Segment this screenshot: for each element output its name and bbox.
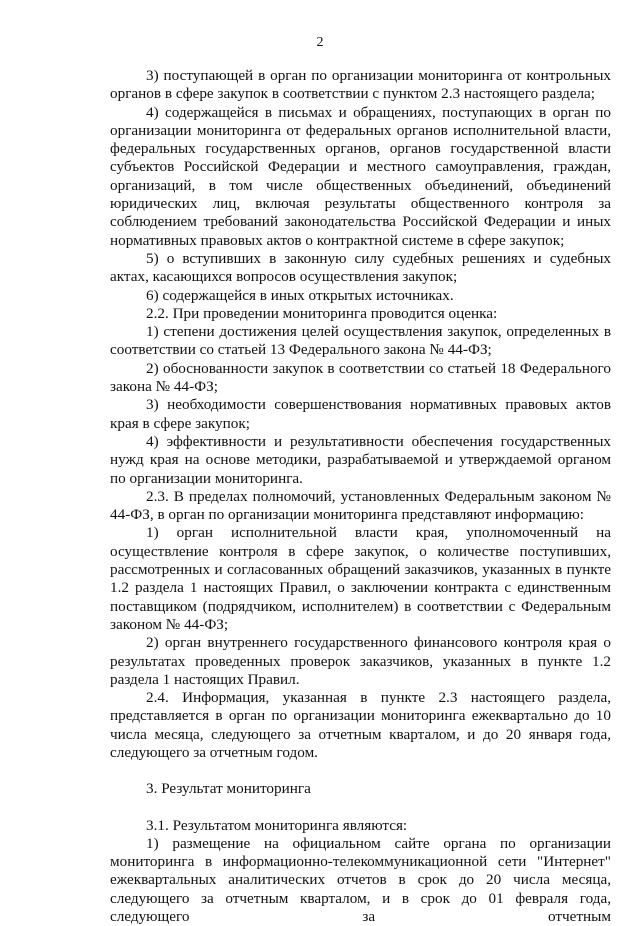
section-spacer [110,799,611,817]
section-spacer [110,762,611,780]
paragraph-item-6: 6) содержащейся в иных открытых источниках. [146,286,454,304]
section-heading: 3. Результат мониторинга [146,780,311,798]
paragraph-2-2-item-2: 2) обоснованности закупок в соответствии со статьей 18 Федерального закона № 44-ФЗ; [110,359,611,396]
paragraph-item-5: 5) о вступивших в законную силу судебных решениях и судебных актах, касающихся вопросов осуществления закупок; [110,249,611,286]
page-number: 2 [316,35,324,50]
paragraph-3-1: 3.1. Результатом мониторинга являются: [146,816,408,834]
paragraph-2-2-item-1: 1) степени достижения целей осуществления закупок, определенных в соответствии со статьей 13 Федерального закона № 44-ФЗ; [110,323,611,359]
paragraph-2-3-item-1: 1) орган исполнительной власти края, уполномоченный на осуществление контроля в сфере закупок, о количестве поступивших, рассмотренных и согласованных обращений заказчиков, указанных в пункте 1.2 раздела 1 настоящих Правил, о заключении контракта с единственным поставщиком (подрядчиком, исполнителем) в соответствии с Федеральным законом № 44-ФЗ; [110,524,611,633]
paragraph-2-2-item-4: 4) эффективности и результативности обеспечения государственных нужд края на основе методики, разрабатываемой и утверждаемой органом по организации мониторинга. [110,432,611,487]
paragraph-2-3: 2.3. В пределах полномочий, установленных Федеральным законом № 44-ФЗ, в орган по организации мониторинга представляют информацию: [110,487,611,524]
paragraph-item-3: 3) поступающей в орган по организации мониторинга от контрольных органов в сфере закупок в соответствии с пунктом 2.3 настоящего раздела; [110,67,611,103]
paragraph-2-4: 2.4. Информация, указанная в пункте 2.3 настоящего раздела, представляется в орган по организации мониторинга ежеквартально до 10 числа месяца, следующего за отчетным кварталом, и до 20 января года, следующего за отчетным годом. [110,689,611,761]
document-body [110,67,611,926]
paragraph-2-3-item-2: 2) орган внутреннего государственного финансового контроля края о результатах проведенных проверок заказчиков, указанных в пункте 1.2 раздела 1 настоящих Правил. [110,634,611,688]
paragraph-item-4: 4) содержащейся в письмах и обращениях, поступающих в орган по организации мониторинга от федеральных органов исполнительной власти, федеральных государственных органов, органов государственной власти субъектов Российской Федерации и местного самоуправления, граждан, организаций, в том числе общественных объединений, объединений юридических лиц, включая результаты общественного контроля за соблюдением требований законодательства Российской Федерации и иных нормативных правовых актов о контрактной системе в сфере закупок; [110,103,611,249]
paragraph-3-1-item-1: 1) размещение на официальном сайте органа по организации мониторинга в информационно-телекоммуникационной сети "Интернет" ежеквартальных аналитических отчетов в срок до 20 числа месяца, следующего за отчетным кварталом, и в срок до 01 февраля года, следующего за отчетным [110,834,611,926]
paragraph-2-2-item-3: 3) необходимости совершенствования нормативных правовых актов края в сфере закупок; [110,396,611,432]
paragraph-2-2: 2.2. При проведении мониторинга проводится оценка: [146,304,498,322]
